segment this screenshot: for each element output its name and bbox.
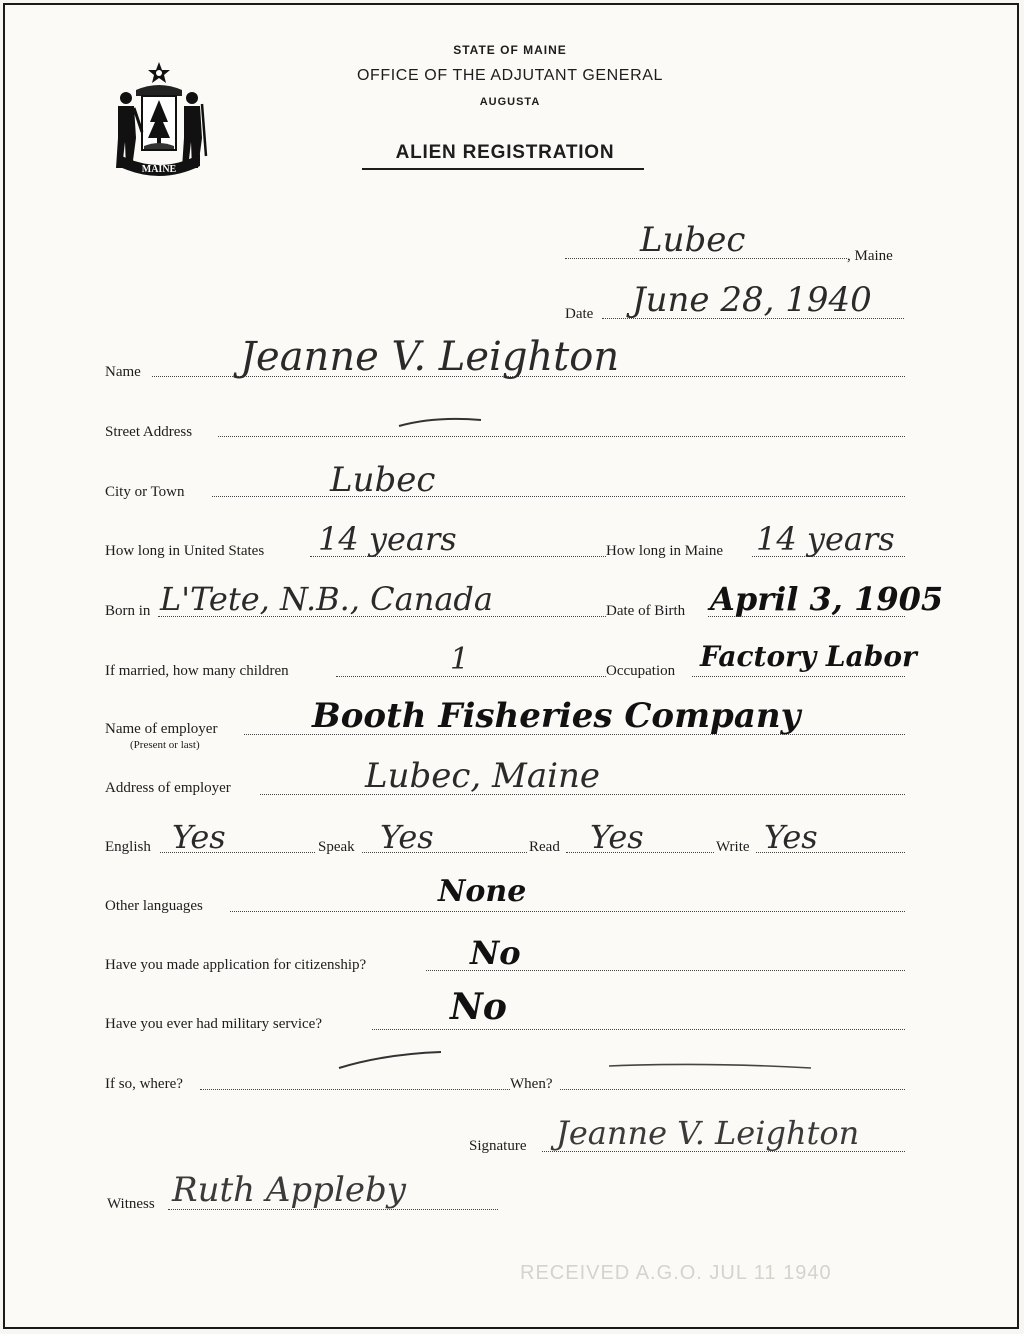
employer-sublabel: (Present or last) <box>130 739 200 751</box>
how-long-us-label: How long in United States <box>105 543 265 559</box>
military-label: Have you ever had military service? <box>105 1016 322 1032</box>
read-value[interactable]: Yes <box>590 818 644 856</box>
date-label: Date <box>565 306 594 322</box>
when-dash-mark <box>605 1058 815 1074</box>
children-line <box>336 676 606 677</box>
citizenship-value[interactable]: No <box>470 934 521 972</box>
how-long-us-value[interactable]: 14 years <box>318 520 457 558</box>
employer-value[interactable]: Booth Fisheries Company <box>312 696 801 736</box>
write-label: Write <box>716 839 750 855</box>
header-state: STATE OF MAINE <box>453 43 567 57</box>
signature-value[interactable]: Jeanne V. Leighton <box>556 1114 860 1152</box>
form-title: ALIEN REGISTRATION <box>395 142 615 163</box>
city-value[interactable]: Lubec <box>330 460 436 500</box>
title-underline <box>362 168 644 170</box>
employer-address-label: Address of employer <box>105 780 231 796</box>
write-value[interactable]: Yes <box>764 818 818 856</box>
where-label: If so, where? <box>105 1076 183 1092</box>
date-value[interactable]: June 28, 1940 <box>632 280 872 320</box>
born-in-value[interactable]: L'Tete, N.B., Canada <box>160 580 493 618</box>
dob-label: Date of Birth <box>606 603 686 619</box>
witness-label: Witness <box>107 1196 155 1212</box>
occupation-line <box>692 676 905 677</box>
when-label: When? <box>510 1076 553 1092</box>
how-long-maine-value[interactable]: 14 years <box>756 520 895 558</box>
children-label: If married, how many children <box>105 663 289 679</box>
speak-value[interactable]: Yes <box>380 818 434 856</box>
street-label: Street Address <box>105 424 193 440</box>
where-dash-mark <box>335 1048 445 1072</box>
military-line <box>372 1029 905 1030</box>
maine-label: , Maine <box>847 248 893 264</box>
employer-address-value[interactable]: Lubec, Maine <box>365 756 600 796</box>
name-value[interactable]: Jeanne V. Leighton <box>240 334 620 380</box>
speak-label: Speak <box>318 839 355 855</box>
witness-value[interactable]: Ruth Appleby <box>172 1170 406 1210</box>
english-value[interactable]: Yes <box>172 818 226 856</box>
where-line <box>200 1089 510 1090</box>
occupation-label: Occupation <box>606 663 676 679</box>
city-label: City or Town <box>105 484 185 500</box>
svg-text:MAINE: MAINE <box>141 164 177 175</box>
military-value[interactable]: No <box>450 986 507 1028</box>
employer-label: Name of employer <box>105 721 218 737</box>
when-line <box>560 1089 905 1090</box>
city-line <box>212 496 905 497</box>
street-line <box>218 436 905 437</box>
street-dash-mark <box>395 412 485 432</box>
other-languages-value[interactable]: None <box>438 874 527 909</box>
header-city: AUGUSTA <box>479 96 541 108</box>
received-stamp: RECEIVED A.G.O. JUL 11 1940 <box>520 1262 832 1284</box>
children-value[interactable]: 1 <box>450 642 470 677</box>
header-office: OFFICE OF THE ADJUTANT GENERAL <box>356 67 664 84</box>
citizenship-label: Have you made application for citizenship? <box>105 957 367 973</box>
maine-state-seal <box>106 58 212 186</box>
occupation-value[interactable]: Factory Labor <box>700 640 917 673</box>
signature-label: Signature <box>469 1138 527 1154</box>
town-value[interactable]: Lubec <box>640 220 746 260</box>
name-label: Name <box>105 364 141 380</box>
english-label: English <box>105 839 151 855</box>
other-languages-label: Other languages <box>105 898 203 914</box>
how-long-maine-label: How long in Maine <box>606 543 724 559</box>
born-in-label: Born in <box>105 603 151 619</box>
dob-value[interactable]: April 3, 1905 <box>710 580 944 618</box>
other-languages-line <box>230 911 905 912</box>
read-label: Read <box>529 839 560 855</box>
